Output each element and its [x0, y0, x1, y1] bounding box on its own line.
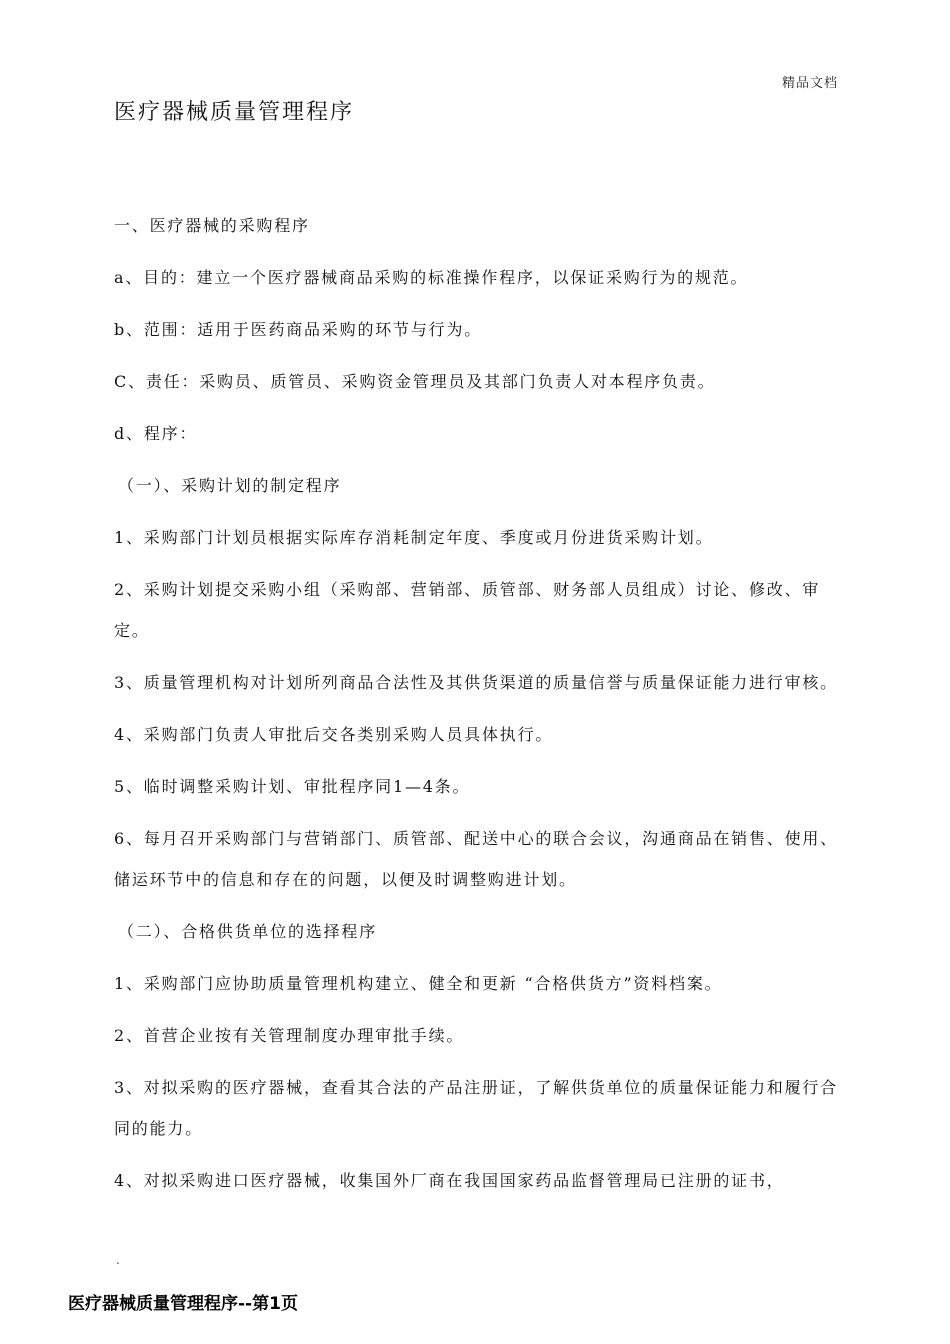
document-body [114, 205, 844, 1212]
paragraph-plan-1: 1、采购部门计划员根据实际库存消耗制定年度、季度或月份进货采购计划。 [114, 528, 714, 547]
paragraph-purpose: a、目的：建立一个医疗器械商品采购的标准操作程序，以保证采购行为的规范。 [114, 268, 749, 287]
paragraph-supplier-2: 2、首营企业按有关管理制度办理审批手续。 [114, 1026, 465, 1045]
paragraph-supplier-3: 3、对拟采购的医疗器械，查看其合法的产品注册证，了解供货单位的质量保证能力和履行合同的能力。 [114, 1078, 838, 1138]
paragraph-plan-6: 6、每月召开采购部门与营销部门、质管部、配送中心的联合会议，沟通商品在销售、使用、储运环节中的信息和存在的问题，以便及时调整购进计划。 [114, 829, 838, 889]
subsection-heading-supplier: （二）、合格供货单位的选择程序 [118, 922, 378, 941]
paragraph-plan-5: 5、临时调整采购计划、审批程序同1—4条。 [114, 777, 471, 796]
footer-dot: . [116, 1253, 120, 1267]
subsection-heading-plan: （一）、采购计划的制定程序 [118, 476, 342, 495]
paragraph-plan-2: 2、采购计划提交采购小组（采购部、营销部、质管部、财务部人员组成）讨论、修改、审定。 [114, 580, 821, 640]
paragraph-plan-4: 4、采购部门负责人审批后交各类别采购人员具体执行。 [114, 725, 554, 744]
paragraph-supplier-4: 4、对拟采购进口医疗器械，收集国外厂商在我国国家药品监督管理局已注册的证书， [114, 1171, 785, 1190]
footer-page-label: 医疗器械质量管理程序--第1页 [68, 1294, 298, 1314]
paragraph-supplier-1: 1、采购部门应协助质量管理机构建立、健全和更新 “合格供货方”资料档案。 [114, 974, 723, 993]
paragraph-plan-3: 3、质量管理机构对计划所列商品合法性及其供货渠道的质量信誉与质量保证能力进行审核。 [114, 673, 838, 692]
document-title: 医疗器械质量管理程序 [114, 100, 355, 125]
header-note: 精品文档 [781, 76, 838, 91]
paragraph-scope: b、范围：适用于医药商品采购的环节与行为。 [114, 320, 483, 339]
paragraph-procedure: d、程序： [114, 424, 198, 443]
paragraph-responsibility: C、责任：采购员、质管员、采购资金管理员及其部门负责人对本程序负责。 [114, 372, 716, 391]
section-heading-procurement: 一、医疗器械的采购程序 [114, 216, 310, 235]
